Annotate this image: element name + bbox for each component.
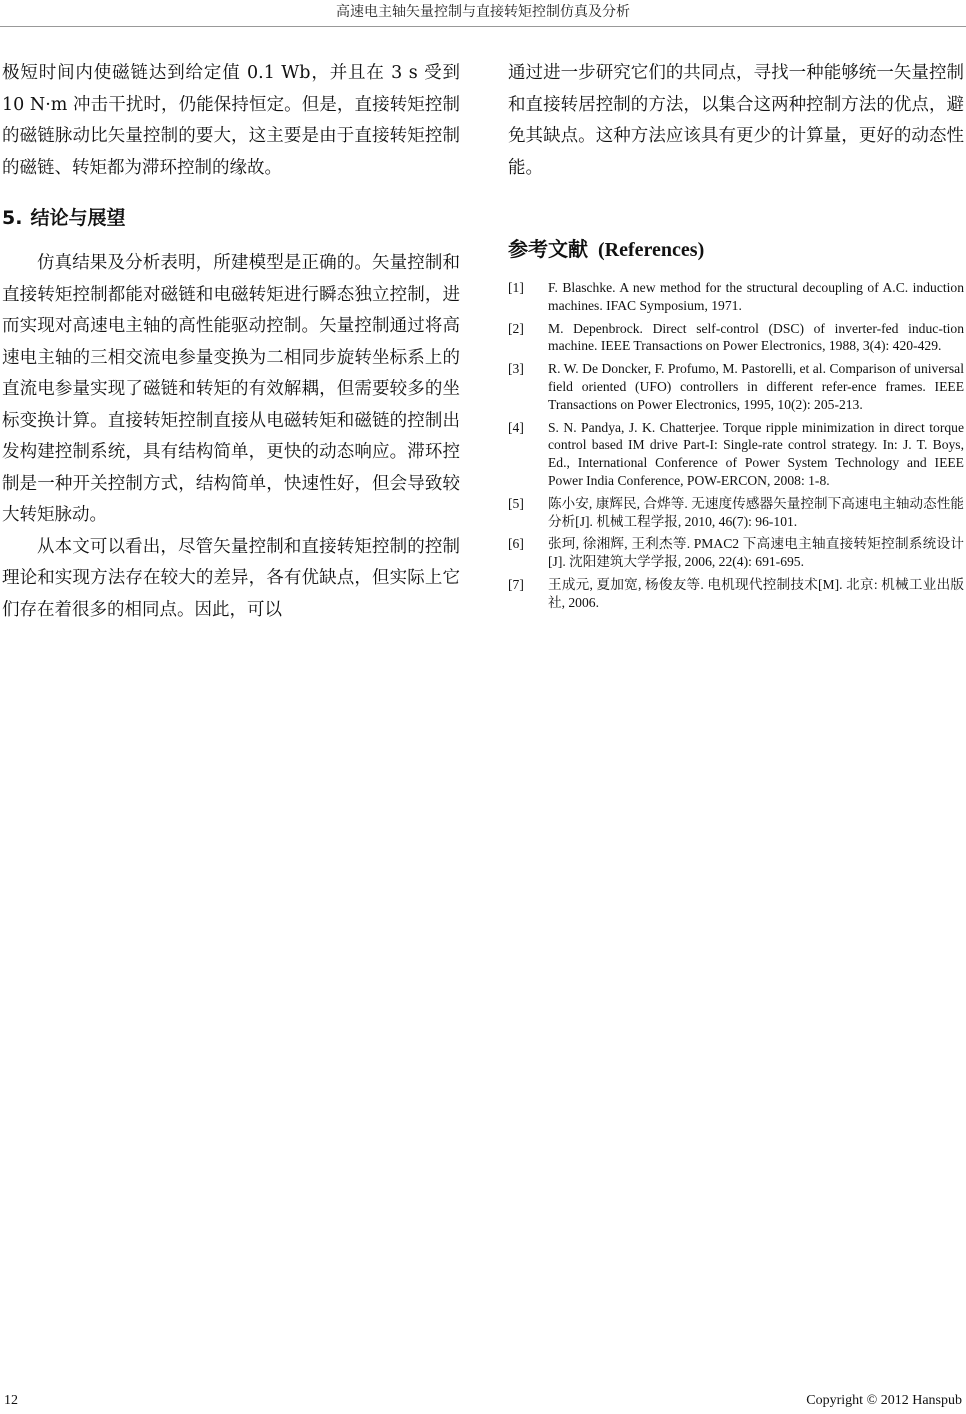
right-column	[508, 58, 964, 617]
reference-item	[508, 495, 964, 531]
section-heading	[2, 206, 460, 230]
reference-item	[508, 320, 964, 356]
section-title: 结论与展望	[30, 207, 126, 229]
reference-item	[508, 576, 964, 612]
reference-text: 王成元, 夏加宽, 杨俊友等. 电机现代控制技术[M]. 北京: 机械工业出版社, 2006.	[548, 576, 964, 610]
reference-number: [4]	[508, 419, 524, 435]
reference-text: 陈小安, 康辉民, 合烨等. 无速度传感器矢量控制下高速电主轴动态性能分析[J]. 机械工程学报, 2010, 46(7): 96-101.	[548, 495, 964, 529]
reference-number: [5]	[508, 495, 524, 511]
reference-number: [7]	[508, 576, 524, 592]
reference-item	[508, 419, 964, 490]
body-paragraph-continued: 通过进一步研究它们的共同点，寻找一种能够统一矢量控制和直接转居控制的方法，以集合这两种控制方法的优点，避免其缺点。这种方法应该具有更少的计算量，更好的动态性能。	[508, 63, 964, 178]
section-number: 5.	[2, 207, 23, 229]
body-paragraph-intro: 极短时间内使磁链达到给定值 0.1 Wb，并且在 3 s 受到 10 N·m 冲击干扰时，仍能保持恒定。但是，直接转矩控制的磁链脉动比矢量控制的要大，这主要是由于直接转矩控制的磁链、转矩都为滞环控制的缘故。	[2, 63, 460, 178]
reference-text: S. N. Pandya, J. K. Chatterjee. Torque ripple minimization in direct torque control based IM drive Part-I: Single-rate control strategy. In: J. T. Boys, Ed., International Conference of Power System Technology and IEEE Power India Conference, POW-ERCON, 2008: 1-8.	[548, 419, 964, 488]
references-title-cn: 参考文献	[508, 237, 588, 261]
references-heading	[508, 236, 964, 263]
reference-item	[508, 360, 964, 413]
reference-text: 张珂, 徐湘辉, 王利杰等. PMAC2 下高速电主轴直接转矩控制系统设计[J]. 沈阳建筑大学学报, 2006, 22(4): 691-695.	[548, 536, 964, 570]
reference-item	[508, 279, 964, 315]
reference-number: [1]	[508, 280, 524, 295]
left-column	[2, 58, 460, 626]
reference-text: F. Blaschke. A new method for the structural decoupling of A.C. induction machines. IFAC Symposium, 1971.	[548, 280, 964, 313]
references-title-en: (References)	[598, 239, 705, 261]
body-paragraph-conclusion-1: 仿真结果及分析表明，所建模型是正确的。矢量控制和直接转矩控制都能对磁链和电磁转矩进行瞬态独立控制，进而实现对高速电主轴的高性能驱动控制。矢量控制通过将高速电主轴的三相交流电参量变换为二相同步旋转坐标系上的直流电参量实现了磁链和转矩的有效解耦，但需要较多的坐标变换计算。直接转矩控制直接从电磁转矩和磁链的控制出发构建控制系统，具有结构简单，更快的动态响应。滞环控制是一种开关控制方式，结构简单，快速性好，但会导致较大转矩脉动。	[2, 253, 460, 525]
reference-number: [2]	[508, 320, 524, 336]
reference-number: [6]	[508, 536, 524, 552]
reference-list	[508, 279, 964, 612]
copyright-notice: Copyright © 2012 Hanspub	[806, 1393, 962, 1408]
reference-number: [3]	[508, 361, 524, 377]
reference-text: R. W. De Doncker, F. Profumo, M. Pastorelli, et al. Comparison of universal field oriented (UFO) controllers in different refer-ence frames. IEEE Transactions on Power Electronics, 1995, 10(2): 205-213.	[548, 361, 964, 412]
reference-item	[508, 535, 964, 571]
reference-text: M. Depenbrock. Direct self-control (DSC) of inverter-fed induc-tion machine. IEEE Transactions on Power Electronics, 1988, 3(4): 420-429.	[548, 320, 964, 354]
body-paragraph-conclusion-2: 从本文可以看出，尽管矢量控制和直接转矩控制的控制理论和实现方法存在较大的差异，各有优缺点，但实际上它们存在着很多的相同点。因此，可以	[2, 536, 460, 620]
page-number: 12	[4, 1393, 18, 1408]
running-head: 高速电主轴矢量控制与直接转矩控制仿真及分析	[0, 0, 966, 27]
page-footer	[0, 1390, 966, 1412]
